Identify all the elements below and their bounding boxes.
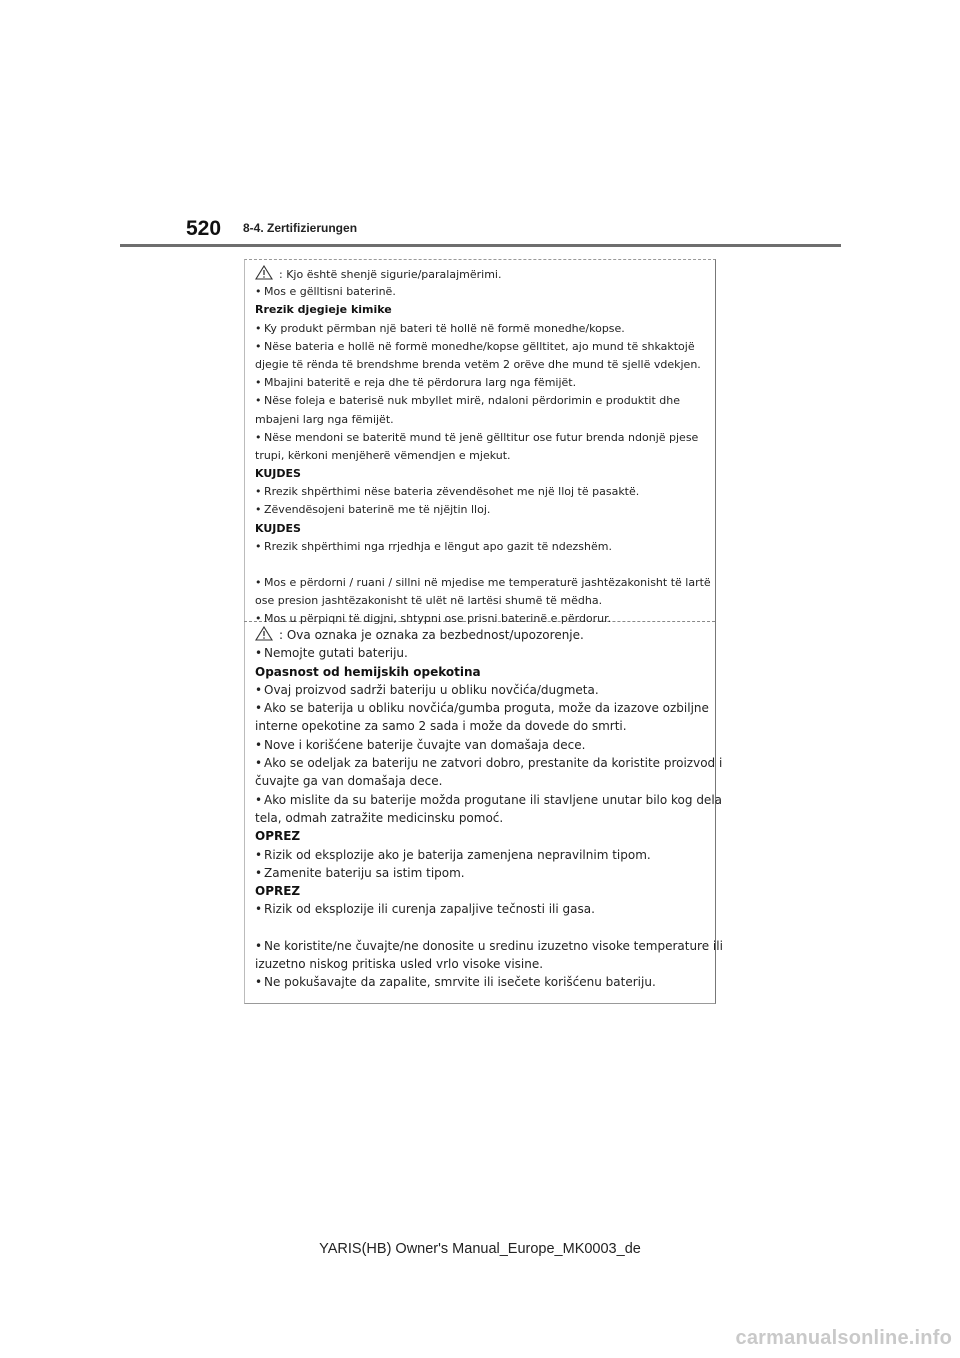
serbian-line	[255, 900, 705, 918]
serbian-warning-text: : Ova oznaka je oznaka za bezbednost/upozorenje.	[279, 628, 584, 642]
footer-manual-id: YARIS(HB) Owner's Manual_Europe_MK0003_de	[319, 1241, 641, 1257]
bullet: •	[255, 285, 262, 299]
albanian-warning-line	[255, 265, 705, 283]
serbian-warning-line	[255, 626, 705, 644]
albanian-line	[255, 429, 705, 447]
bullet: •	[255, 938, 263, 953]
bullet: •	[255, 394, 262, 408]
serbian-line	[255, 754, 723, 772]
albanian-line-text: Rrezik shpërthimi nga rrjedhja e lëngut apo gazit të ndezshëm.	[264, 539, 612, 553]
page-number: 520	[186, 217, 222, 240]
serbian-line	[255, 791, 723, 809]
albanian-line	[255, 574, 711, 592]
bullet: •	[255, 701, 263, 716]
bullet: •	[255, 376, 262, 390]
albanian-line	[255, 283, 705, 301]
bullet: •	[255, 503, 262, 517]
serbian-line-text: Rizik od eksplozije ili curenja zapaljive tečnosti ili gasa.	[264, 902, 595, 917]
serbian-line	[255, 846, 705, 864]
albanian-heading: KUJDES	[255, 467, 301, 481]
serbian-line-text: Ovaj proizvod sadrži bateriju u obliku novčića/dugmeta.	[264, 682, 599, 697]
bullet: •	[255, 485, 262, 499]
albanian-line: ose presion jashtëzakonisht të ulët në lartësi shumë të mëdha.	[255, 594, 603, 608]
serbian-line-text: Zamenite bateriju sa istim tipom.	[264, 865, 465, 880]
serbian-line	[255, 699, 709, 717]
albanian-warning-text: : Kjo është shenjë sigurie/paralajmërimi.	[279, 268, 502, 281]
bullet: •	[255, 539, 262, 553]
albanian-line-text: Ky produkt përmban një bateri të hollë në formë monedhe/kopse.	[264, 321, 625, 335]
bullet: •	[255, 737, 263, 752]
albanian-line	[255, 392, 705, 410]
serbian-line	[255, 644, 705, 662]
bullet: •	[255, 430, 262, 444]
serbian-heading: OPREZ	[255, 884, 301, 899]
bullet: •	[255, 646, 263, 661]
serbian-line	[255, 937, 723, 955]
serbian-warning-block	[255, 626, 723, 992]
albanian-line	[255, 501, 705, 519]
serbian-line-text: Ako se odeljak za bateriju ne zatvori dobro, prestanite da koristite proizvod i	[264, 756, 723, 771]
serbian-line	[255, 681, 705, 699]
serbian-line	[255, 736, 705, 754]
albanian-line	[255, 320, 705, 338]
serbian-heading: Opasnost od hemijskih opekotina	[255, 664, 481, 679]
albanian-heading: Rrezik djegieje kimike	[255, 303, 392, 317]
bullet: •	[255, 612, 262, 626]
serbian-line-text: Ako mislite da su baterije možda progutane ili stavljene unutar bilo kog dela	[264, 792, 723, 807]
albanian-line	[255, 538, 705, 556]
section-title: 8-4. Zertifizierungen	[243, 221, 358, 235]
bullet: •	[255, 339, 262, 353]
albanian-warning-block	[255, 265, 711, 629]
bullet: •	[255, 682, 263, 697]
albanian-line-text: Mos e përdorni / ruani / sillni në mjedise me temperaturë jashtëzakonisht të lartë	[264, 576, 711, 589]
serbian-line-text: Ako se baterija u obliku novčića/gumba proguta, može da izazove ozbiljne	[264, 701, 709, 716]
warning-triangle-icon	[255, 626, 273, 641]
serbian-line: čuvajte ga van domašaja dece.	[255, 774, 443, 789]
bullet: •	[255, 902, 263, 917]
serbian-line: interne opekotine za samo 2 sada i može da dovede do smrti.	[255, 719, 627, 734]
albanian-line: djegie të rënda të brendshme brenda vetëm 2 orëve dhe mund të sjellë vdekjen.	[255, 357, 701, 371]
albanian-line-text: Nëse foleja e baterisë nuk mbyllet mirë, ndaloni përdorimin e produktit dhe	[264, 394, 680, 408]
albanian-line-text: Mos e gëlltisni baterinë.	[264, 285, 396, 299]
albanian-line	[255, 338, 705, 356]
albanian-line-text: Zëvendësojeni baterinë me të njëjtin lloj.	[264, 503, 491, 517]
serbian-line	[255, 973, 705, 991]
serbian-line-text: Ne koristite/ne čuvajte/ne donosite u sredinu izuzetno visoke temperature ili	[264, 938, 723, 953]
albanian-line	[255, 483, 705, 501]
bullet: •	[255, 756, 263, 771]
albanian-line	[255, 374, 705, 392]
albanian-line-text: Mos u përpiqni të digjni, shtypni ose prisni baterinë e përdorur.	[264, 612, 612, 626]
bullet: •	[255, 975, 263, 990]
albanian-line-text: Nëse bateria e hollë në formë monedhe/kopse gëlltitet, ajo mund të shkaktojë	[264, 339, 695, 353]
bullet: •	[255, 792, 263, 807]
albanian-line-text: Mbajini bateritë e reja dhe të përdorura larg nga fëmijët.	[264, 376, 577, 390]
serbian-line-text: Nemojte gutati bateriju.	[264, 646, 408, 661]
serbian-line-text: Ne pokušavajte da zapalite, smrvite ili isečete korišćenu bateriju.	[264, 975, 656, 990]
serbian-heading: OPREZ	[255, 829, 301, 844]
albanian-line: mbajeni larg nga fëmijët.	[255, 412, 394, 426]
serbian-line-text: Nove i korišćene baterije čuvajte van domašaja dece.	[264, 737, 586, 752]
serbian-line	[255, 864, 705, 882]
bullet: •	[255, 847, 263, 862]
serbian-line-text: Rizik od eksplozije ako je baterija zamenjena nepravilnim tipom.	[264, 847, 651, 862]
serbian-line: tela, odmah zatražite medicinsku pomoć.	[255, 810, 504, 825]
spacer	[255, 556, 705, 574]
spacer	[255, 919, 705, 937]
warning-triangle-icon	[255, 265, 273, 280]
bullet: •	[255, 865, 263, 880]
albanian-line-text: Nëse mendoni se bateritë mund të jenë gëlltitur ose futur brenda ndonjë pjese	[264, 430, 699, 444]
bullet: •	[255, 576, 262, 589]
serbian-line: izuzetno niskog pritiska usled vrlo visoke visine.	[255, 957, 544, 972]
header-rule	[120, 244, 841, 247]
watermark: carmanualsonline.info	[735, 1327, 952, 1349]
albanian-line-text: Rrezik shpërthimi nëse bateria zëvendësohet me një lloj të pasaktë.	[264, 485, 640, 499]
albanian-line: trupi, kërkoni menjëherë vëmendjen e mjekut.	[255, 448, 511, 462]
bullet: •	[255, 321, 262, 335]
albanian-heading: KUJDES	[255, 521, 301, 535]
